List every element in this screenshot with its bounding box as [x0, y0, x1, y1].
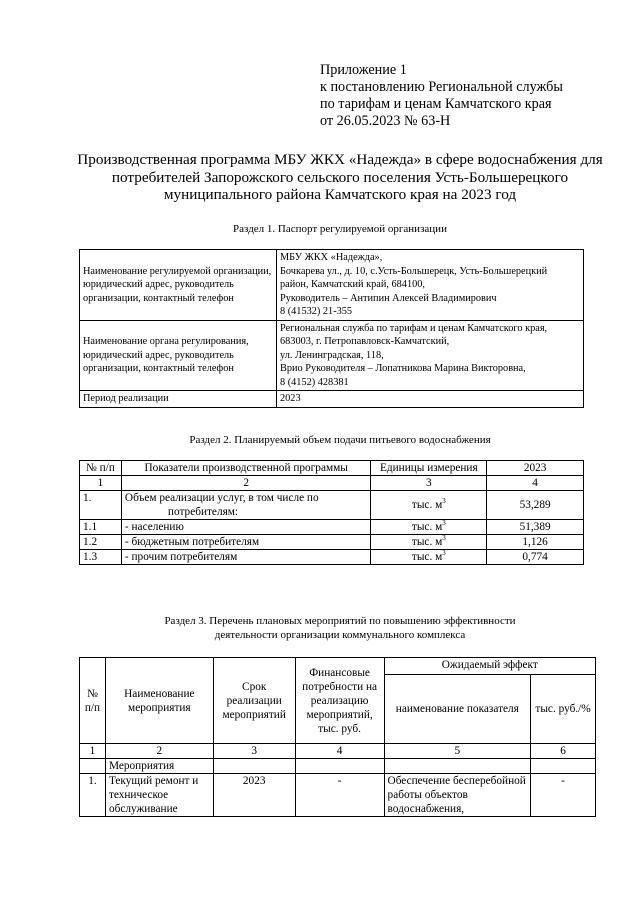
value-line: Врио Руководителя – Лопатникова Марина Викторовна,	[280, 363, 526, 374]
header-indicator: Показатели производственной программы	[121, 461, 371, 476]
header-num: № п/п	[80, 461, 122, 476]
table-header-row	[80, 658, 596, 675]
group-label: Мероприятия	[105, 759, 213, 774]
row-num: 1.	[80, 491, 122, 520]
table-row	[80, 520, 584, 535]
table-header-row	[80, 461, 584, 476]
unit-superscript: 3	[442, 534, 446, 543]
header-unit: тыс. руб./%	[531, 675, 596, 744]
efficiency-measures-table	[79, 657, 596, 817]
value-line: 2023	[280, 393, 301, 404]
header-effect: Ожидаемый эффект	[384, 658, 595, 675]
row-name: Объем реализации услуг, в том числе по потребителям:	[121, 491, 371, 520]
value-line: 683003, г. Петропавловск-Камчатский,	[280, 336, 450, 347]
appendix-line: по тарифам и ценам Камчатского края	[320, 96, 552, 112]
organization-passport-table	[79, 249, 584, 408]
row-value: 0,774	[487, 550, 584, 565]
column-number: 2	[121, 476, 371, 491]
empty-cell	[213, 759, 295, 774]
value-line: Бочкарева ул., д. 10, с.Усть-Большерецк, Усть-Большерецкий	[280, 265, 548, 277]
value-line: район, Камчатский край, 684100,	[280, 279, 425, 290]
row-num: 1.2	[80, 535, 122, 550]
group-row	[80, 759, 596, 774]
row-name: - прочим потребителям	[121, 550, 371, 565]
row-num: 1.3	[80, 550, 122, 565]
column-number: 3	[371, 476, 487, 491]
empty-cell	[295, 759, 384, 774]
passport-label: Наименование регулируемой организации, юридический адрес, руководитель организации, контактный телефон	[80, 250, 277, 321]
row-unit	[371, 491, 487, 520]
row-finance: -	[295, 774, 384, 817]
table-row	[80, 535, 584, 550]
passport-label: Наименование органа регулирования, юридический адрес, руководитель организации, контактный телефон	[80, 320, 277, 391]
passport-label: Период реализации	[80, 391, 277, 408]
unit-text: тыс. м	[411, 499, 443, 511]
column-number: 4	[295, 744, 384, 759]
table-row	[80, 774, 596, 817]
column-number-row	[80, 744, 596, 759]
empty-cell	[80, 759, 106, 774]
appendix-line: к постановлению Региональной службы	[320, 79, 563, 95]
title-line: Производственная программа МБУ ЖКХ «Надежда» в сфере водоснабжения для	[77, 151, 603, 168]
section2-title	[40, 433, 640, 447]
header-indicator: наименование показателя	[384, 675, 531, 744]
row-num: 1.	[80, 774, 106, 817]
table-row	[80, 491, 584, 520]
section3-title	[40, 614, 640, 642]
header-finance: Финансовые потребности на реализацию мероприятий, тыс. руб.	[295, 658, 384, 744]
column-number: 2	[105, 744, 213, 759]
row-term: 2023	[213, 774, 295, 817]
title-line: потребителей Запорожского сельского поселения Усть-Большерецкого	[111, 168, 569, 186]
empty-cell	[531, 759, 596, 774]
unit-text: тыс. м	[411, 551, 443, 563]
row-name: - населению	[121, 520, 371, 535]
passport-value	[277, 320, 584, 391]
row-indicator: Обеспечение бесперебойной работы объектов водоснабжения,	[384, 774, 531, 817]
row-unit	[371, 535, 487, 550]
column-number-row	[80, 476, 584, 491]
value-line: 8 (4152) 428381	[280, 376, 349, 388]
value-line: МБУ ЖКХ «Надежда»,	[280, 252, 383, 263]
row-unit	[371, 550, 487, 565]
row-num: 1.1	[80, 520, 122, 535]
row-unit: -	[531, 774, 596, 817]
value-line: Руководитель – Антипин Алексей Владимирович	[280, 292, 497, 304]
column-number: 4	[487, 476, 584, 491]
passport-value	[277, 391, 584, 408]
value-line: 8 (41532) 21-355	[280, 306, 353, 317]
passport-value	[277, 250, 584, 321]
unit-text: тыс. м	[411, 521, 443, 533]
empty-cell	[384, 759, 531, 774]
row-value: 1,126	[487, 535, 584, 550]
header-unit: Единицы измерения	[371, 461, 487, 476]
header-term: Срок реализации мероприятий	[213, 658, 295, 744]
section3-title-line: деятельности организации коммунального комплекса	[214, 629, 466, 641]
column-number: 1	[80, 744, 106, 759]
value-line: Региональная служба по тарифам и ценам Камчатского края,	[280, 322, 548, 334]
section1-title-text: Раздел 1. Паспорт регулируемой организации	[233, 223, 447, 235]
appendix-line: Приложение 1	[320, 62, 407, 78]
appendix-line: от 26.05.2023 № 63-Н	[320, 113, 451, 129]
table-row	[80, 320, 584, 391]
section2-title-text: Раздел 2. Планируемый объем подачи питьевого водоснабжения	[189, 434, 491, 446]
column-number: 6	[531, 744, 596, 759]
document-title	[60, 151, 620, 204]
table-row	[80, 250, 584, 321]
water-supply-volume-table	[79, 460, 584, 565]
header-name: Наименование мероприятия	[105, 658, 213, 744]
unit-text: тыс. м	[411, 536, 443, 548]
table-row	[80, 391, 584, 408]
column-number: 3	[213, 744, 295, 759]
row-unit	[371, 520, 487, 535]
unit-superscript: 3	[442, 497, 446, 506]
title-line: муниципального района Камчатского края на 2023 год	[163, 186, 517, 203]
appendix-header	[320, 62, 620, 130]
unit-superscript: 3	[442, 549, 446, 558]
unit-superscript: 3	[442, 519, 446, 528]
header-year: 2023	[487, 461, 584, 476]
row-value: 53,289	[487, 491, 584, 520]
value-line: ул. Ленинградская, 118,	[280, 349, 384, 361]
column-number: 1	[80, 476, 122, 491]
header-num: № п/п	[80, 658, 106, 744]
column-number: 5	[384, 744, 531, 759]
row-name: - бюджетным потребителям	[121, 535, 371, 550]
table-row	[80, 550, 584, 565]
row-value: 51,389	[487, 520, 584, 535]
section1-title	[40, 222, 640, 236]
section3-title-line: Раздел 3. Перечень плановых мероприятий по повышению эффективности	[164, 615, 516, 627]
row-name: Текущий ремонт и техническое обслуживание	[105, 774, 213, 817]
